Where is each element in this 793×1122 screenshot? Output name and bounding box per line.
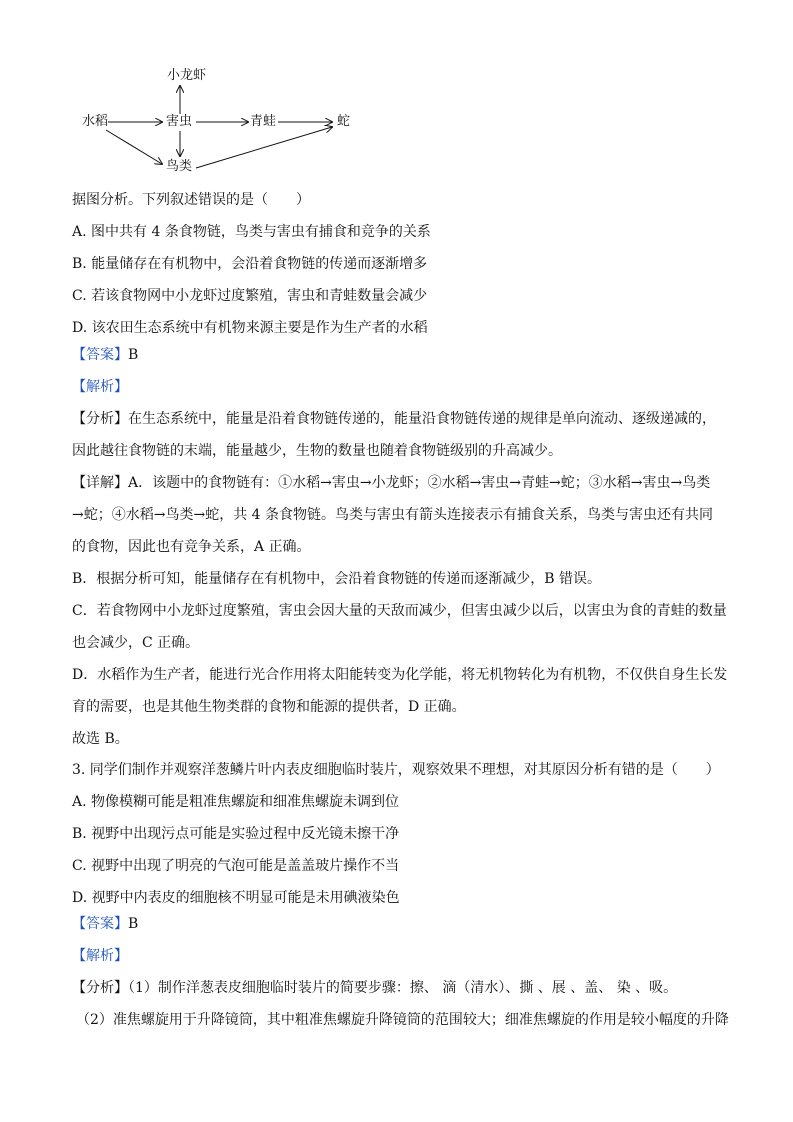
fenxi-text: 在生态系统中，能量是沿着食物链传递的，能量沿食物链传递的规律是单向流动、逐级递减的， bbox=[128, 411, 716, 427]
answer-value: B bbox=[128, 916, 139, 932]
detail-tag: 【详解】 bbox=[72, 475, 128, 491]
fenxi-tag: 【分析】 bbox=[72, 411, 128, 427]
q2-detail-7: D．水稻作为生产者，能进行光合作用将太阳能转变为化学能，将无机物转化为有机物，不仅供自身生长发 bbox=[72, 667, 728, 683]
q2-detail-6: 也会减少，C 正确。 bbox=[72, 635, 200, 651]
node-bird: 鸟类 bbox=[166, 159, 193, 174]
food-web-diagram bbox=[70, 60, 370, 185]
q2-detail-5: C．若食物网中小龙虾过度繁殖，害虫会因大量的天敌而减少，但害虫减少以后，以害虫为食的青蛙的数量 bbox=[72, 603, 727, 619]
fenxi-text: （1）制作洋葱表皮细胞临时装片的简要步骤：擦、 滴（清水）、撕 、展 、盖、 染 、吸。 bbox=[128, 980, 678, 996]
q2-fenxi-2: 因此越往食物链的末端，能量越少，生物的数量也随着食物链级别的升高减少。 bbox=[72, 443, 562, 459]
q2-conclusion: 故选 B。 bbox=[72, 731, 129, 747]
node-pest: 害虫 bbox=[166, 114, 193, 129]
answer-tag: 【答案】 bbox=[72, 347, 128, 363]
arrow-rice-bird bbox=[106, 130, 162, 164]
q2-option-a: A. 图中共有 4 条食物链，鸟类与害虫有捕食和竞争的关系 bbox=[72, 224, 431, 240]
q2-option-d: D. 该农田生态系统中有机物来源主要是作为生产者的水稻 bbox=[72, 320, 428, 336]
node-shrimp: 小龙虾 bbox=[167, 68, 207, 83]
q3-fenxi-1 bbox=[72, 978, 677, 998]
q3-answer bbox=[72, 914, 138, 934]
q2-answer bbox=[72, 345, 138, 365]
q3-option-c: C. 视野中出现了明亮的气泡可能是盖盖玻片操作不当 bbox=[72, 858, 400, 874]
node-rice: 水稻 bbox=[82, 114, 109, 129]
q2-detail-3: 的食物，因此也有竞争关系，A 正确。 bbox=[72, 539, 311, 555]
q3-fenxi-2: （2）准焦螺旋用于升降镜筒，其中粗准焦螺旋升降镜筒的范围较大；细准焦螺旋的作用是较小幅度的升降 bbox=[76, 1012, 729, 1028]
q2-detail-8: 育的需要，也是其他生物类群的食物和能源的提供者，D 正确。 bbox=[72, 699, 466, 715]
q3-option-d: D. 视野中内表皮的细胞核不明显可能是未用碘液染色 bbox=[72, 890, 400, 906]
q3-analysis-tag: 【解析】 bbox=[72, 948, 128, 964]
answer-tag: 【答案】 bbox=[72, 916, 128, 932]
q2-option-b: B. 能量储存在有机物中，会沿着食物链的传递而逐渐增多 bbox=[72, 256, 428, 272]
q2-detail-4: B．根据分析可知，能量储存在有机物中，会沿着食物链的传递而逐渐减少，B 错误。 bbox=[72, 571, 602, 587]
answer-value: B bbox=[128, 347, 139, 363]
q2-stem: 据图分析。下列叙述错误的是（ ） bbox=[72, 192, 310, 208]
q2-detail-1 bbox=[72, 473, 710, 493]
arrow-bird-snake bbox=[196, 127, 332, 168]
fenxi-tag: 【分析】 bbox=[72, 980, 128, 996]
q2-fenxi-1 bbox=[72, 409, 716, 429]
node-frog: 青蛙 bbox=[250, 114, 277, 129]
q2-option-c: C. 若该食物网中小龙虾过度繁殖，害虫和青蛙数量会减少 bbox=[72, 288, 428, 304]
q2-analysis-tag: 【解析】 bbox=[72, 379, 128, 395]
node-snake: 蛇 bbox=[337, 114, 351, 129]
q3-option-b: B. 视野中出现污点可能是实验过程中反光镜未擦干净 bbox=[72, 826, 400, 842]
food-web-arrows bbox=[70, 60, 370, 185]
q2-detail-2: →蛇；④水稻→鸟类→蛇，共 4 条食物链。鸟类与害虫有箭头连接表示有捕食关系，鸟类与害虫还有共同 bbox=[72, 507, 713, 523]
detail-text: A．该题中的食物链有：①水稻→害虫→小龙虾；②水稻→害虫→青蛙→蛇；③水稻→害虫→鸟类 bbox=[128, 475, 711, 491]
q3-stem: 3. 同学们制作并观察洋葱鳞片叶内表皮细胞临时装片，观察效果不理想，对其原因分析有错的是（ ） bbox=[72, 762, 720, 778]
q3-option-a: A. 物像模糊可能是粗准焦螺旋和细准焦螺旋未调到位 bbox=[72, 794, 400, 810]
